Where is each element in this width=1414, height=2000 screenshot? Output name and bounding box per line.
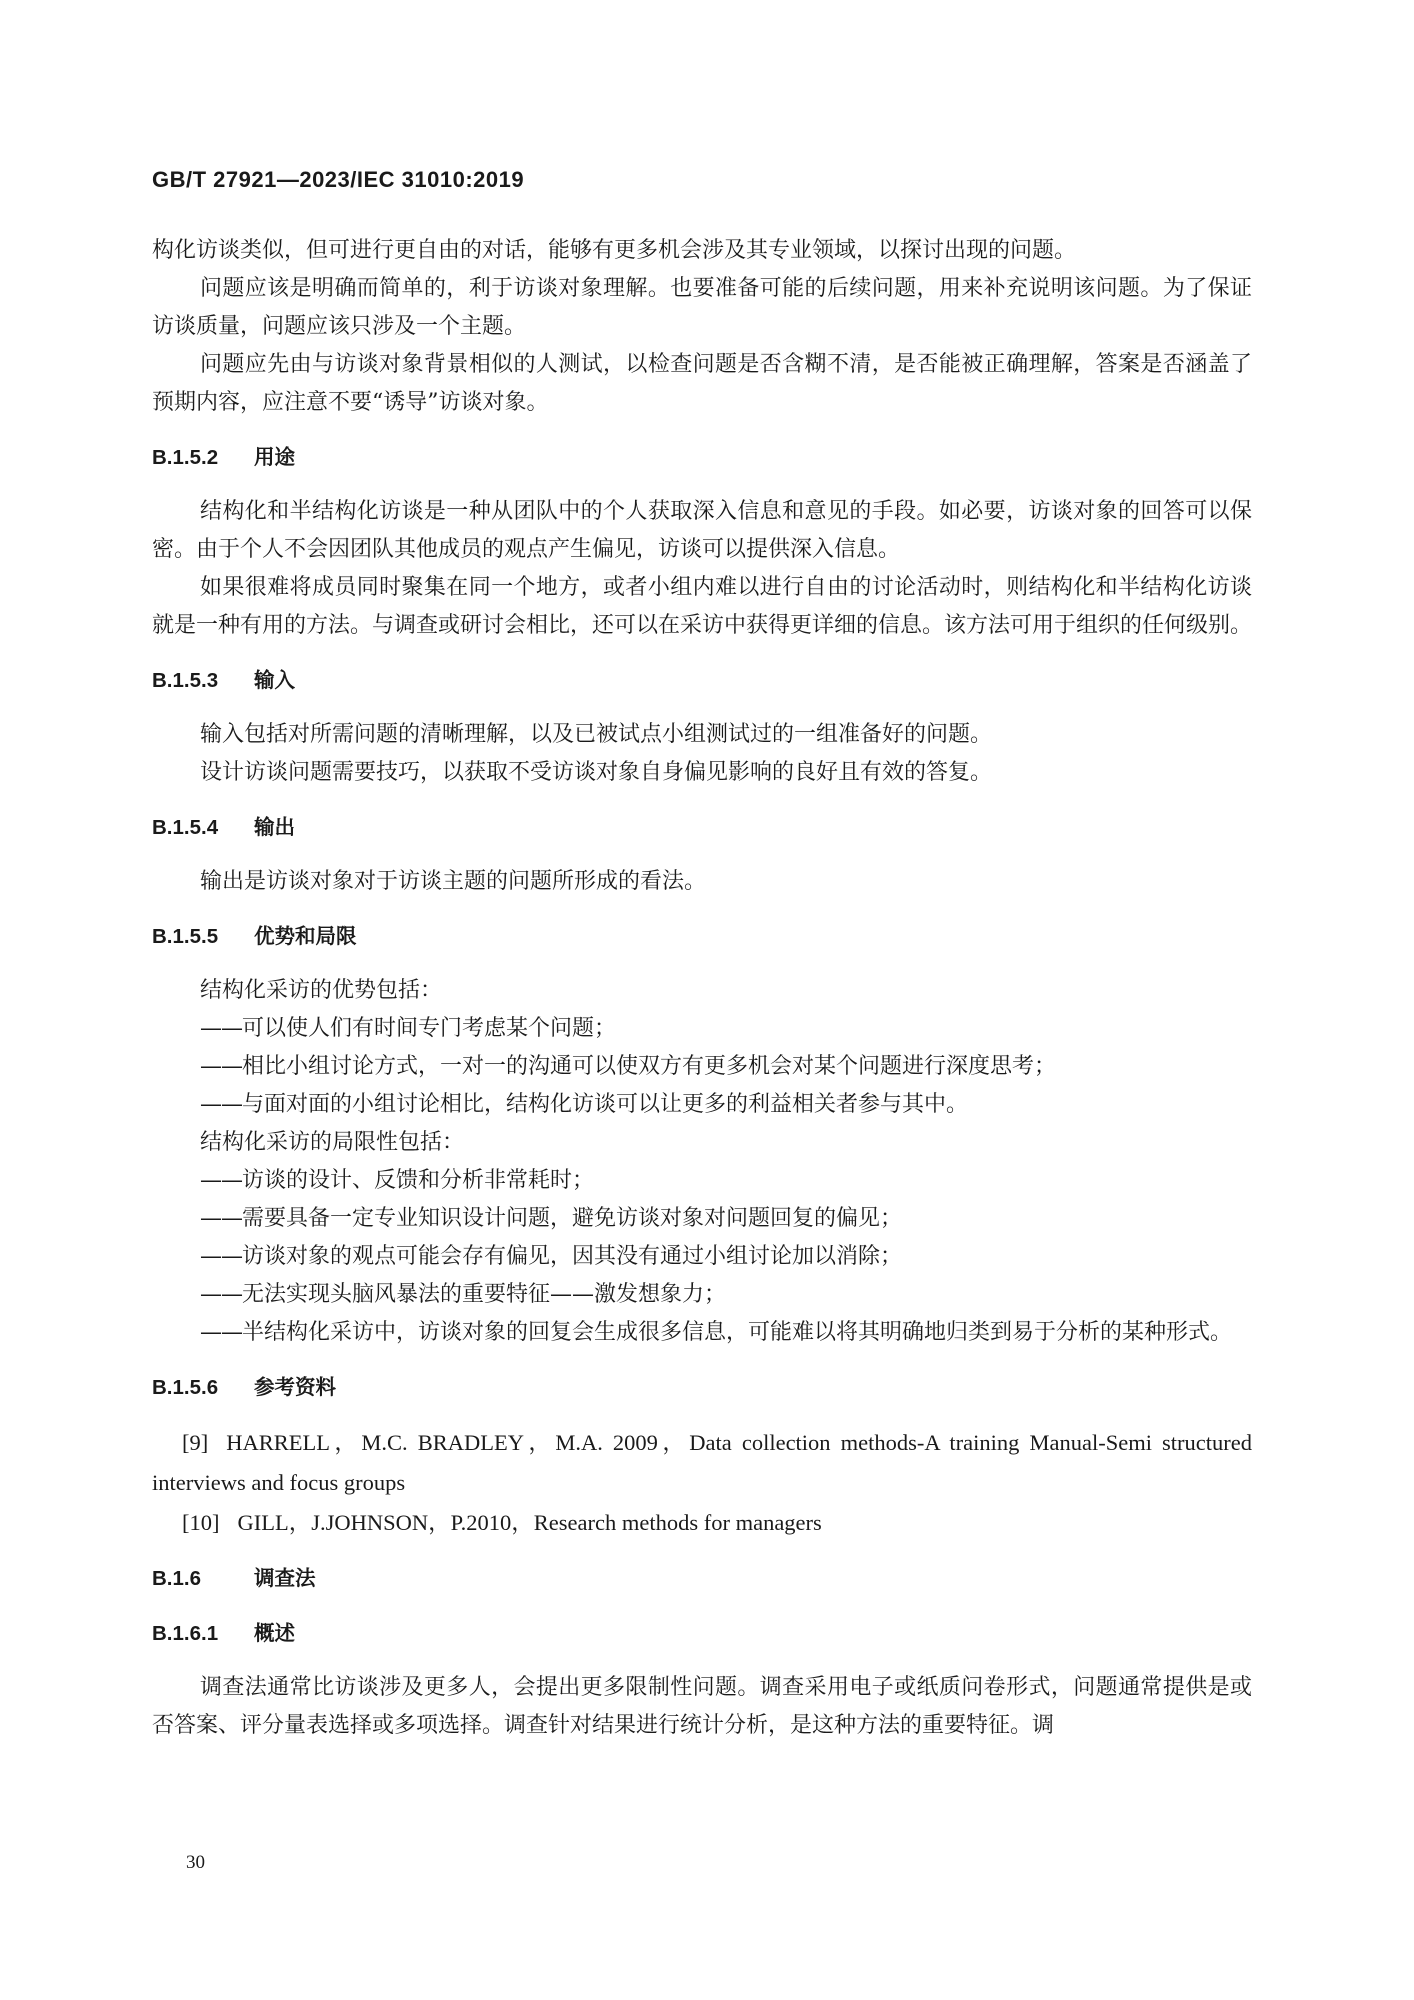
section-number: B.1.5.6	[152, 1376, 219, 1399]
strengths-intro: 结构化采访的优势包括：	[200, 978, 443, 1003]
reference-entry	[152, 1423, 1252, 1503]
list-item-text: 与面对面的小组讨论相比，结构化访谈可以让更多的利益相关者参与其中。	[242, 1092, 969, 1117]
section-number: B.1.6	[152, 1567, 201, 1590]
section-heading-b1-5-3	[152, 662, 1252, 700]
section-title: 参考资料	[254, 1376, 336, 1399]
section-heading-b1-6	[152, 1560, 1252, 1598]
reference-text: GILL，J.JOHNSON，P.2010，Research methods for managers	[237, 1510, 822, 1535]
section-title: 用途	[254, 446, 295, 469]
paragraph: 输出是访谈对象对于访谈主题的问题所形成的看法。	[200, 869, 707, 894]
section-title: 调查法	[254, 1567, 316, 1590]
list-dash: ——	[200, 1054, 242, 1079]
list-item	[152, 1162, 1252, 1200]
list-item-text: 访谈对象的观点可能会存有偏见，因其没有通过小组讨论加以消除；	[242, 1244, 903, 1269]
section-heading-b1-5-4	[152, 809, 1252, 847]
list-item-text: 需要具备一定专业知识设计问题，避免访谈对象对问题回复的偏见；	[242, 1206, 903, 1231]
list-dash: ——	[200, 1206, 242, 1231]
list-item	[152, 1276, 1252, 1314]
page-number: 30	[186, 1852, 205, 1873]
paragraph: 问题应该是明确而简单的，利于访谈对象理解。也要准备可能的后续问题，用来补充说明该问题。为了保证访谈质量，问题应该只涉及一个主题。	[152, 276, 1252, 339]
limitations-list	[152, 1162, 1252, 1352]
list-item	[152, 1086, 1252, 1124]
list-item	[152, 1238, 1252, 1276]
reference-number: [9]	[182, 1430, 209, 1455]
section-title: 概述	[254, 1622, 295, 1645]
list-dash: ——	[200, 1016, 242, 1041]
paragraph: 调查法通常比访谈涉及更多人，会提出更多限制性问题。调查采用电子或纸质问卷形式，问题通常提供是或否答案、评分量表选择或多项选择。调查针对结果进行统计分析，是这种方法的重要特征。调	[152, 1675, 1252, 1738]
section-heading-b1-5-6	[152, 1369, 1252, 1407]
section-heading-b1-5-2	[152, 439, 1252, 477]
continued-paragraph: 构化访谈类似，但可进行更自由的对话，能够有更多机会涉及其专业领域，以探讨出现的问题。	[152, 238, 1077, 263]
limitations-intro: 结构化采访的局限性包括：	[200, 1130, 465, 1155]
list-dash: ——	[200, 1320, 242, 1345]
reference-text: HARRELL，M.C. BRADLEY，M.A. 2009，Data collection methods-A training Manual-Semi structured interviews and focus groups	[152, 1430, 1252, 1495]
list-item	[152, 1048, 1252, 1086]
section-number: B.1.5.2	[152, 446, 219, 469]
list-item	[152, 1314, 1252, 1352]
list-item-text: 可以使人们有时间专门考虑某个问题；	[242, 1016, 617, 1041]
list-item	[152, 1010, 1252, 1048]
section-title: 输入	[254, 669, 295, 692]
section-number: B.1.5.4	[152, 816, 219, 839]
list-item-text: 无法实现头脑风暴法的重要特征——激发想象力；	[242, 1282, 727, 1307]
list-item	[152, 1200, 1252, 1238]
section-number: B.1.5.3	[152, 669, 219, 692]
list-dash: ——	[200, 1282, 242, 1307]
strengths-list	[152, 1010, 1252, 1124]
paragraph: 结构化和半结构化访谈是一种从团队中的个人获取深入信息和意见的手段。如必要，访谈对象的回答可以保密。由于个人不会因团队其他成员的观点产生偏见，访谈可以提供深入信息。	[152, 499, 1252, 562]
list-item-text: 相比小组讨论方式，一对一的沟通可以使双方有更多机会对某个问题进行深度思考；	[242, 1054, 1057, 1079]
paragraph: 设计访谈问题需要技巧，以获取不受访谈对象自身偏见影响的良好且有效的答复。	[200, 760, 993, 785]
paragraph: 问题应先由与访谈对象背景相似的人测试，以检查问题是否含糊不清，是否能被正确理解，答案是否涵盖了预期内容，应注意不要“诱导”访谈对象。	[152, 352, 1252, 415]
section-number: B.1.5.5	[152, 925, 219, 948]
list-item-text: 半结构化采访中，访谈对象的回复会生成很多信息，可能难以将其明确地归类到易于分析的某种形式。	[242, 1320, 1233, 1345]
section-number: B.1.6.1	[152, 1622, 219, 1645]
list-dash: ——	[200, 1244, 242, 1269]
list-dash: ——	[200, 1092, 242, 1117]
paragraph: 输入包括对所需问题的清晰理解，以及已被试点小组测试过的一组准备好的问题。	[200, 722, 993, 747]
section-title: 输出	[254, 816, 295, 839]
list-item-text: 访谈的设计、反馈和分析非常耗时；	[242, 1168, 595, 1193]
reference-number: [10]	[182, 1510, 220, 1535]
page-content	[152, 232, 1252, 1745]
section-heading-b1-6-1	[152, 1615, 1252, 1653]
section-title: 优势和局限	[254, 925, 357, 948]
reference-entry	[152, 1503, 1252, 1543]
standard-number-header: GB/T 27921—2023/IEC 31010:2019	[152, 167, 525, 192]
list-dash: ——	[200, 1168, 242, 1193]
paragraph: 如果很难将成员同时聚集在同一个地方，或者小组内难以进行自由的讨论活动时，则结构化和半结构化访谈就是一种有用的方法。与调查或研讨会相比，还可以在采访中获得更详细的信息。该方法可用于组织的任何级别。	[152, 575, 1253, 638]
section-heading-b1-5-5	[152, 918, 1252, 956]
